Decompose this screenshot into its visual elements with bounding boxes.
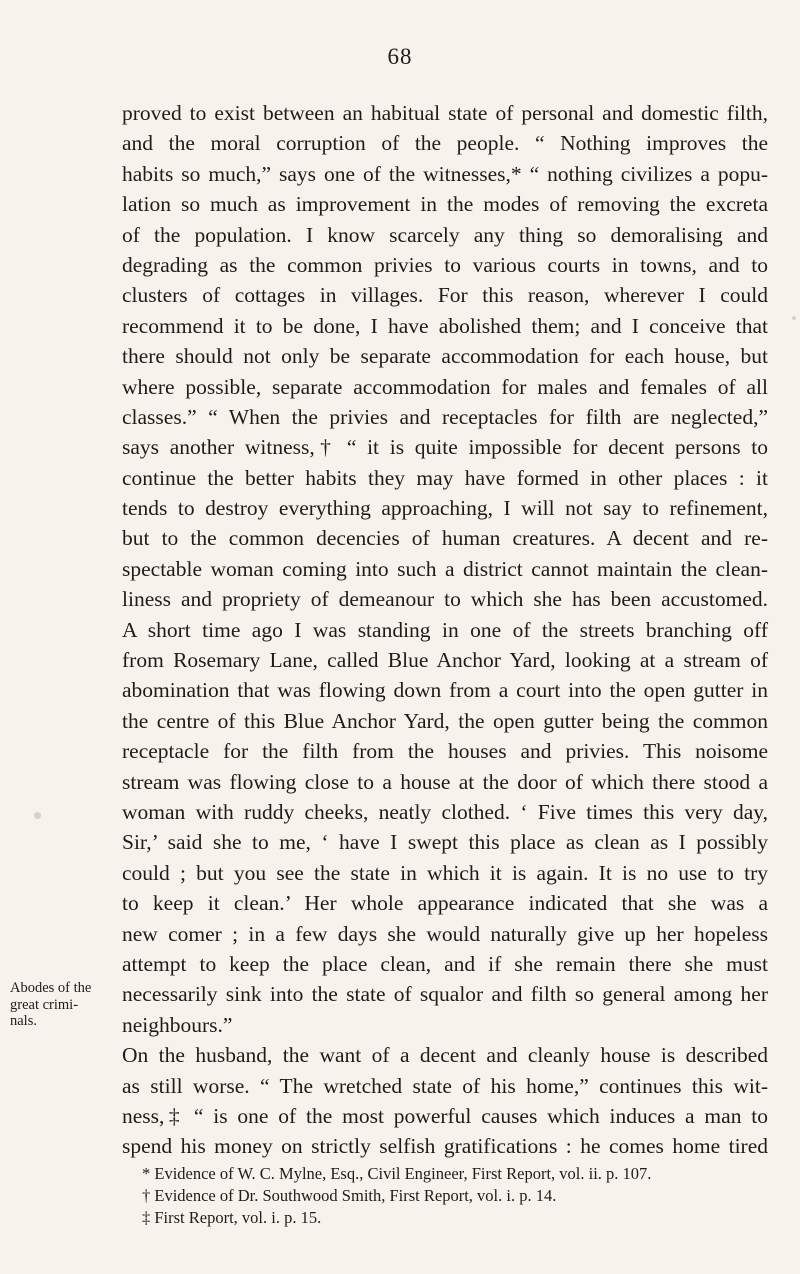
text-line: spend his money on strictly selfish gratifications : he comes home tired xyxy=(122,1134,768,1159)
text-line: spectable woman coming into such a district cannot maintain the clean- xyxy=(122,556,768,581)
footnotes xyxy=(142,1163,762,1229)
text-line: continue the better habits they may have formed in other places : it xyxy=(122,465,768,490)
margin-note-line: great crimi- xyxy=(10,996,79,1013)
text-line: classes.” “ When the privies and receptacles for filth are neglected,” xyxy=(122,404,768,429)
body-text xyxy=(122,98,768,1162)
text-line: new comer ; in a few days she would naturally give up her hopeless xyxy=(122,921,768,946)
text-line: the centre of this Blue Anchor Yard, the open gutter being the common xyxy=(122,708,768,733)
text-line: there should not only be separate accommodation for each house, but xyxy=(122,344,768,369)
text-line: where possible, separate accommodation for males and females of all xyxy=(122,374,768,399)
text-line: degrading as the common privies to various courts in towns, and to xyxy=(122,252,768,277)
footnote: † Evidence of Dr. Southwood Smith, First Report, vol. i. p. 14. xyxy=(142,1186,557,1205)
text-line: abomination that was flowing down from a court into the open gutter in xyxy=(122,678,768,703)
text-line: and the moral corruption of the people. “ Nothing improves the xyxy=(122,131,768,156)
page-number: 68 xyxy=(387,44,413,69)
paper-speck xyxy=(792,316,796,320)
text-line: could ; but you see the state in which it is again. It is no use to try xyxy=(122,860,768,885)
text-line: of the population. I know scarcely any thing so demoralising and xyxy=(122,222,768,247)
text-line: but to the common decencies of human creatures. A decent and re- xyxy=(122,526,768,551)
text-line: clusters of cottages in villages. For this reason, wherever I could xyxy=(122,283,768,308)
text-line: stream was flowing close to a house at the door of which there stood a xyxy=(122,769,768,794)
margin-note xyxy=(10,980,118,1030)
text-line: liness and propriety of demeanour to which she has been accustomed. xyxy=(122,587,768,612)
text-line: tends to destroy everything approaching, I will not say to refinement, xyxy=(122,496,768,521)
text-line: Sir,’ said she to me, ‘ have I swept this place as clean as I possibly xyxy=(122,830,768,855)
text-line: as still worse. “ The wretched state of his home,” continues this wit- xyxy=(122,1073,768,1098)
text-line: attempt to keep the place clean, and if she remain there she must xyxy=(122,951,768,976)
text-line: neighbours.” xyxy=(122,1012,233,1037)
text-line: lation so much as improvement in the modes of removing the excreta xyxy=(122,192,768,217)
text-line: necessarily sink into the state of squalor and filth so general among her xyxy=(122,982,768,1007)
margin-note-line: Abodes of the xyxy=(10,980,92,996)
text-line: says another witness,† “ it is quite impossible for decent persons to xyxy=(122,435,768,460)
footnote: * Evidence of W. C. Mylne, Esq., Civil Engineer, First Report, vol. ii. p. 107. xyxy=(142,1164,652,1183)
text-line: ness,‡ “ is one of the most powerful causes which induces a man to xyxy=(122,1103,768,1128)
text-line: On the husband, the want of a decent and cleanly house is described xyxy=(122,1043,768,1068)
footnote: ‡ First Report, vol. i. p. 15. xyxy=(142,1208,322,1227)
text-line: woman with ruddy cheeks, neatly clothed. ‘ Five times this very day, xyxy=(122,799,768,824)
text-line: from Rosemary Lane, called Blue Anchor Yard, looking at a stream of xyxy=(122,648,768,673)
text-line: receptacle for the filth from the houses and privies. This noisome xyxy=(122,739,768,764)
text-line: to keep it clean.’ Her whole appearance indicated that she was a xyxy=(122,891,768,916)
text-line: recommend it to be done, I have abolished them; and I conceive that xyxy=(122,313,768,338)
text-line: A short time ago I was standing in one of the streets branching off xyxy=(122,617,768,642)
text-line: habits so much,” says one of the witnesses,* “ nothing civilizes a popu- xyxy=(122,161,768,186)
paper-speck xyxy=(34,812,41,819)
text-line: proved to exist between an habitual state of personal and domestic filth, xyxy=(122,101,768,125)
margin-note-line: nals. xyxy=(10,1013,37,1029)
